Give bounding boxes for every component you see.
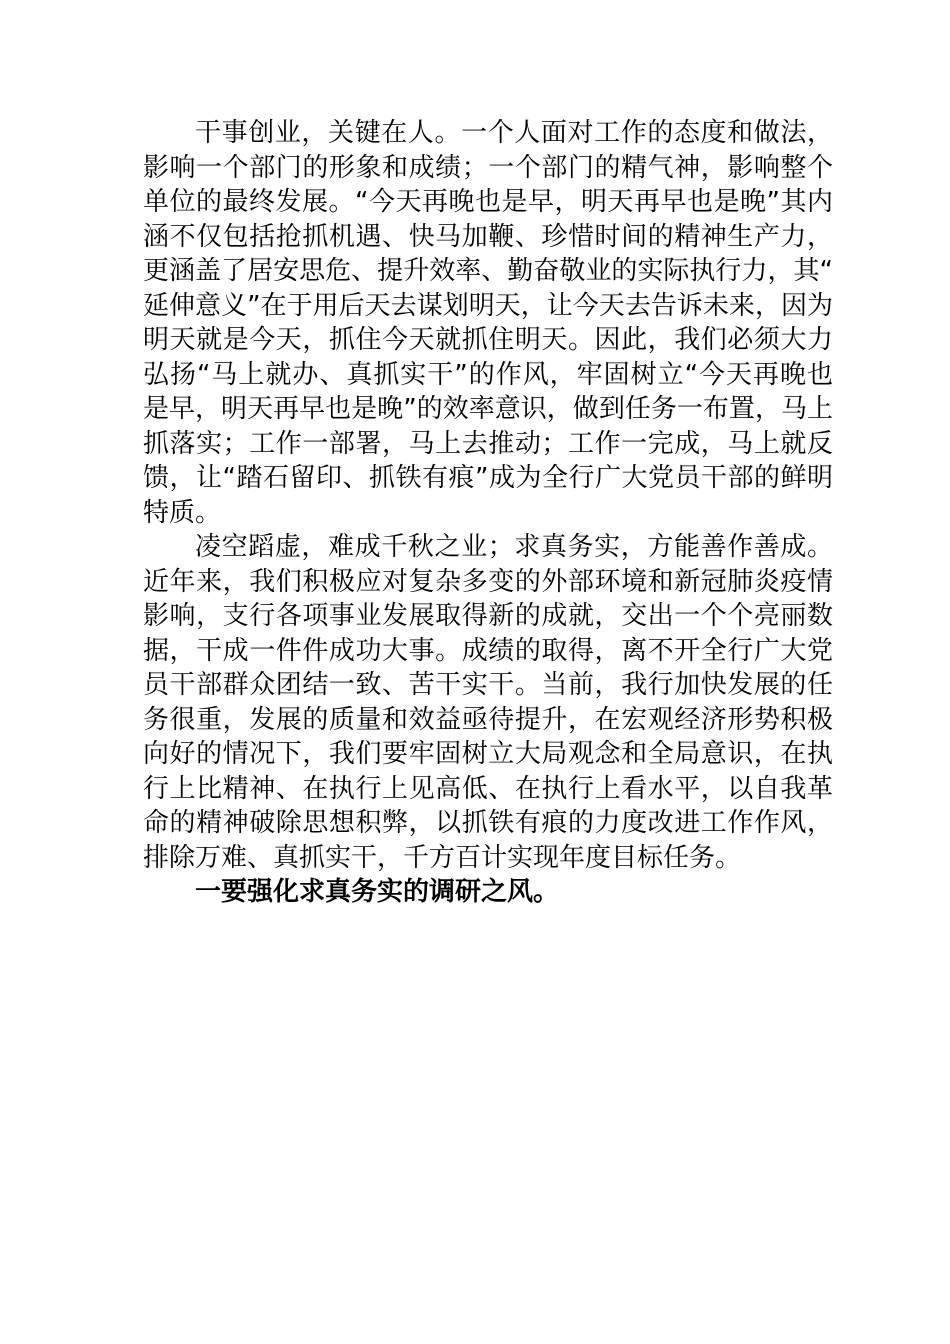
section-heading: 一要强化求真务实的调研之风。 bbox=[195, 877, 560, 907]
document-body bbox=[143, 116, 833, 910]
paragraph-1: 干事创业，关键在人。一个人面对工作的态度和做法，影响一个部门的形象和成绩；一个部门的精气神，影响整个单位的最终发展。“今天再晚也是早，明天再早也是晚”其内涵不仅包括抢抓机遇、快马加鞭、珍惜时间的精神生产力，更涵盖了居安思危、提升效率、勤奋敬业的实际执行力，其“延伸意义”在于用后天去谋划明天，让今天去告诉未来，因为明天就是今天，抓住今天就抓住明天。因此，我们必须大力弘扬“马上就办、真抓实干”的作风，牢固树立“今天再晚也是早，明天再早也是晚”的效率意识，做到任务一布置，马上抓落实；工作一部署，马上去推动；工作一完成，马上就反馈，让“踏石留印、抓铁有痕”成为全行广大党员干部的鲜明特质。 bbox=[143, 118, 833, 528]
paragraph-2: 凌空蹈虚，难成千秋之业；求真务实，方能善作善成。近年来，我们积极应对复杂多变的外部环境和新冠肺炎疫情影响，支行各项事业发展取得新的成就，交出一个个亮丽数据，干成一件件成功大事。成绩的取得，离不开全行广大党员干部群众团结一致、苦干实干。当前，我行加快发展的任务很重，发展的质量和效益亟待提升，在宏观经济形势积极向好的情况下，我们要牢固树立大局观念和全局意识，在执行上比精神、在执行上见高低、在执行上看水平，以自我革命的精神破除思想积弊，以抓铁有痕的力度改进工作作风，排除万难、真抓实干，千方百计实现年度目标任务。 bbox=[143, 532, 833, 873]
